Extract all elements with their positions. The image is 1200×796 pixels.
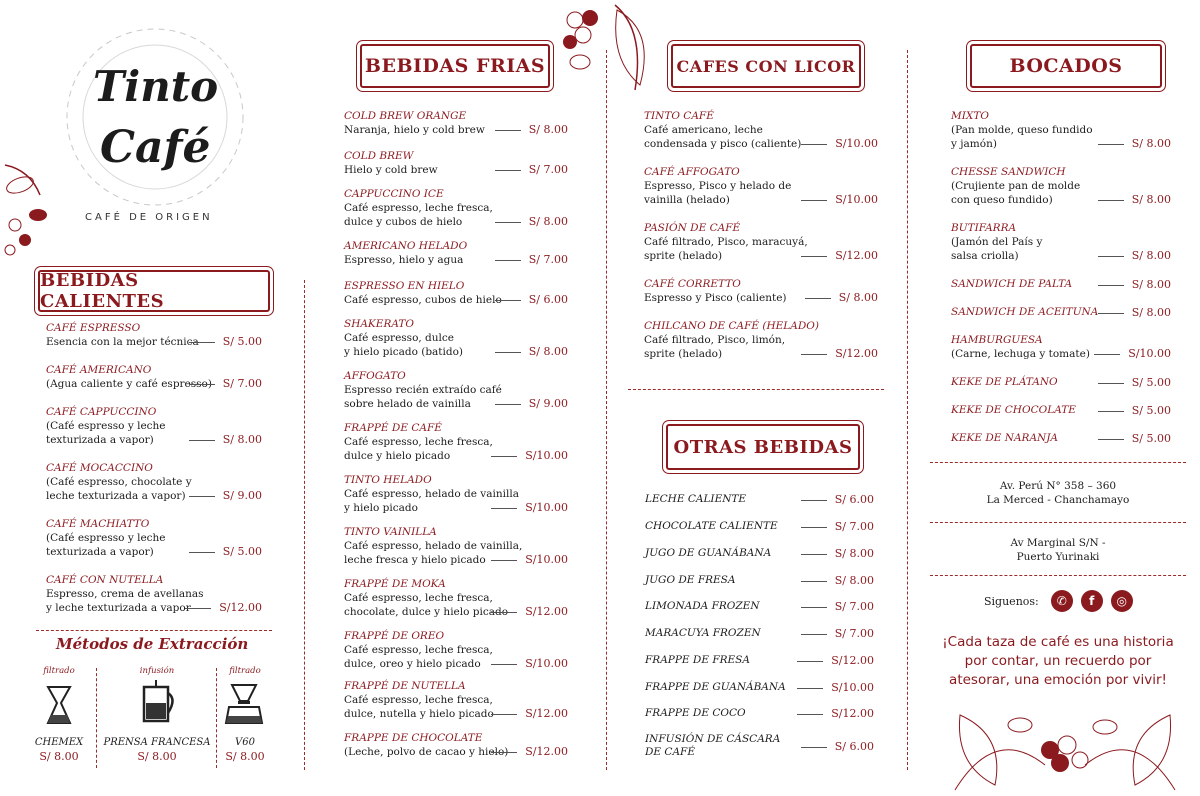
item-description: y jamón) (951, 138, 997, 150)
item-price: S/10.00 (1094, 347, 1171, 360)
logo-cafe: Café (100, 122, 211, 173)
item-description: (Agua caliente y café espresso) (46, 378, 212, 390)
metodo-tag: filtrado (229, 666, 261, 676)
menu-item (344, 110, 568, 137)
method-divider (216, 668, 217, 768)
item-name: CHESSE SANDWICH (951, 166, 1066, 178)
item-name: CAPPUCCINO ICE (344, 188, 444, 200)
slogan-line: ¡Cada taza de café es una historia (942, 634, 1174, 650)
item-price: S/ 5.00 (189, 335, 262, 348)
item-name: LIMONADA FROZEN (645, 600, 760, 612)
french-press-icon (98, 677, 216, 725)
item-name: FRAPPE DE FRESA (645, 654, 750, 666)
item-name: KEKE DE NARANJA (951, 432, 1059, 444)
item-name: COLD BREW ORANGE (344, 110, 467, 122)
menu-item (645, 654, 874, 667)
item-name: SANDWICH DE PALTA (951, 278, 1073, 290)
item-name: MARACUYA FROZEN (645, 627, 761, 639)
menu-item (344, 578, 568, 619)
menu-item (951, 376, 1171, 389)
banner-bebidas-frias (360, 44, 550, 88)
item-description: Café espresso, leche fresca, (344, 592, 493, 604)
item-price: S/ 8.00 (1098, 137, 1171, 150)
coffee-plant-icon (935, 705, 1195, 793)
logo-tinto: Tinto (93, 62, 219, 111)
item-price: S/12.00 (491, 745, 568, 758)
instagram-icon[interactable]: ◎ (1111, 590, 1133, 612)
metodo-item (218, 666, 272, 763)
item-name: HAMBURGUESA (951, 334, 1043, 346)
item-price: S/ 7.00 (801, 627, 874, 640)
menu-item (951, 404, 1171, 417)
banner-bocados (970, 44, 1162, 88)
social-row (984, 590, 1133, 612)
item-name: TINTO HELADO (344, 474, 432, 486)
item-name: CHOCOLATE CALIENTE (645, 520, 778, 532)
item-price: S/ 7.00 (801, 520, 874, 533)
item-description: dulce, nutella y hielo picado (344, 708, 494, 720)
item-description: texturizada a vapor) (46, 434, 154, 446)
column-divider (907, 50, 908, 770)
address-line: La Merced - Chanchamayo (986, 494, 1130, 506)
menu-item (344, 280, 568, 307)
item-price: S/ 8.00 (189, 433, 262, 446)
item-price: S/ 5.00 (1098, 432, 1171, 445)
item-name: AMERICANO HELADO (344, 240, 468, 252)
menu-item (644, 222, 878, 263)
section-divider (930, 462, 1186, 463)
item-name: COLD BREW (344, 150, 414, 162)
item-description: dulce y cubos de hielo (344, 216, 463, 228)
section-title: BEBIDAS CALIENTES (40, 270, 165, 312)
menu-item (645, 547, 874, 560)
item-price: S/ 6.00 (801, 493, 874, 506)
item-description: sprite (helado) (644, 348, 723, 360)
item-name: CAFÉ AMERICANO (46, 364, 152, 376)
item-description: Café espresso, cubos de hielo (344, 294, 502, 306)
banner-bebidas-calientes (38, 270, 270, 312)
item-price: S/ 9.00 (495, 397, 568, 410)
item-name: FRAPPE DE GUANÁBANA (645, 681, 786, 693)
item-name: CAFÉ CON NUTELLA (46, 574, 164, 586)
menu-item (951, 222, 1171, 263)
menu-item (951, 166, 1171, 207)
item-description: Café filtrado, Pisco, limón, (644, 334, 786, 346)
logo (55, 22, 255, 237)
menu-item (644, 110, 878, 151)
item-price: S/10.00 (491, 449, 568, 462)
item-price: S/ 6.00 (495, 293, 568, 306)
item-description: Esencia con la mejor técnica (46, 336, 199, 348)
item-price: S/ 7.00 (801, 600, 874, 613)
item-description: sprite (helado) (644, 250, 723, 262)
item-name: MIXTO (951, 110, 989, 122)
banner-otras-bebidas (666, 424, 860, 470)
menu-item (344, 732, 568, 759)
item-name: INFUSIÓN DE CÁSCARA (645, 733, 781, 745)
item-description: chocolate, dulce y hielo picado (344, 606, 509, 618)
section-title: CAFES CON LICOR (676, 56, 856, 76)
item-name: LECHE CALIENTE (645, 493, 747, 505)
item-name: BUTIFARRA (951, 222, 1017, 234)
social-label: Siguenos: (984, 594, 1039, 608)
address-la-merced (930, 479, 1186, 507)
item-description: Café filtrado, Pisco, maracuyá, (644, 236, 808, 248)
metodo-name: CHEMEX (34, 737, 84, 748)
coffee-cherries-icon (555, 0, 660, 95)
item-price: S/ 8.00 (1098, 278, 1171, 291)
item-price: S/ 8.00 (1098, 306, 1171, 319)
item-price: S/12.00 (801, 347, 878, 360)
address-line: Av Marginal S/N - (1010, 537, 1106, 549)
item-name: CAFÉ ESPRESSO (46, 322, 141, 334)
item-price: S/ 8.00 (495, 123, 568, 136)
item-name: ESPRESSO EN HIELO (344, 280, 465, 292)
menu-item (46, 322, 262, 349)
metodo-tag: filtrado (43, 666, 75, 676)
menu-item (951, 306, 1171, 319)
metodo-name: V60 (235, 737, 255, 748)
item-description: Café espresso, leche fresca, (344, 436, 493, 448)
item-price: S/ 7.00 (495, 253, 568, 266)
item-name: SHAKERATO (344, 318, 414, 330)
item-name: CAFÉ MACHIATTO (46, 518, 150, 530)
column-divider (606, 50, 607, 770)
section-divider (36, 630, 272, 631)
section-divider (930, 522, 1186, 523)
menu-item (344, 630, 568, 671)
item-name: FRAPPE DE COCO (645, 707, 746, 719)
item-name: FRAPPE DE CHOCOLATE (344, 732, 483, 744)
menu-item (344, 680, 568, 721)
item-price: S/12.00 (185, 601, 262, 614)
item-price: S/ 9.00 (189, 489, 262, 502)
item-name: TINTO CAFÉ (644, 110, 714, 122)
item-description: sobre helado de vainilla (344, 398, 471, 410)
address-line: Av. Perú N° 358 – 360 (999, 480, 1117, 492)
item-price: S/10.00 (491, 657, 568, 670)
item-description: Naranja, hielo y cold brew (344, 124, 485, 136)
menu-item (644, 320, 878, 361)
slogan (922, 633, 1194, 690)
menu-item (344, 370, 568, 411)
section-title: BOCADOS (1009, 55, 1123, 77)
item-price: S/10.00 (491, 501, 568, 514)
item-description: Café espresso, leche fresca, (344, 694, 493, 706)
item-description: Espresso, hielo y agua (344, 254, 464, 266)
item-price: S/ 8.00 (495, 345, 568, 358)
menu-item (344, 188, 568, 229)
item-name: FRAPPÉ DE MOKA (344, 578, 446, 590)
item-description: Espresso recién extraído café (344, 384, 502, 396)
item-description: Hielo y cold brew (344, 164, 438, 176)
item-name: CAFÉ CORRETTO (644, 278, 741, 290)
item-price: S/ 5.00 (189, 545, 262, 558)
item-name: FRAPPÉ DE NUTELLA (344, 680, 466, 692)
slogan-line: atesorar, una emoción por vivir! (949, 672, 1167, 688)
item-name: CHILCANO DE CAFÉ (HELADO) (644, 320, 819, 332)
logo-tagline: CAFÉ DE ORIGEN (85, 212, 213, 223)
item-description: (Leche, polvo de cacao y hielo) (344, 746, 509, 758)
item-description: (Jamón del País y (951, 236, 1043, 248)
item-name: KEKE DE PLÁTANO (951, 376, 1058, 388)
item-price: S/ 8.00 (1098, 249, 1171, 262)
whatsapp-icon[interactable]: ✆ (1051, 590, 1073, 612)
menu-item (46, 364, 262, 391)
item-name: TINTO VAINILLA (344, 526, 437, 538)
menu-item (645, 520, 874, 533)
item-price: S/ 7.00 (189, 377, 262, 390)
item-price: S/ 5.00 (1098, 404, 1171, 417)
banner-cafes-con-licor (671, 44, 861, 88)
item-description: Café espresso, helado de vainilla (344, 488, 519, 500)
menu-item (951, 278, 1171, 291)
item-price: S/ 8.00 (801, 547, 874, 560)
item-price: S/ 8.00 (801, 574, 874, 587)
item-description: y hielo picado (344, 502, 418, 514)
coffee-branch-icon (0, 155, 60, 265)
item-price: S/ 6.00 (801, 740, 874, 753)
metodo-item (98, 666, 216, 763)
item-description: Espresso, Pisco y helado de (644, 180, 792, 192)
item-price: S/ 8.00 (1098, 193, 1171, 206)
item-description: (Café espresso y leche (46, 532, 166, 544)
item-price: S/ 5.00 (1098, 376, 1171, 389)
item-price: S/ 8.00 (805, 291, 878, 304)
item-price: S/ 7.00 (495, 163, 568, 176)
menu-item (46, 574, 262, 615)
metodo-item (32, 666, 86, 763)
section-divider (930, 575, 1186, 576)
menu-item (951, 334, 1171, 361)
menu-item (344, 150, 568, 177)
item-description: leche texturizada a vapor) (46, 490, 186, 502)
item-price: S/12.00 (797, 654, 874, 667)
item-price: S/ 8.00 (495, 215, 568, 228)
menu-item (344, 318, 568, 359)
item-name: JUGO DE FRESA (645, 574, 736, 586)
item-name: FRAPPÉ DE CAFÉ (344, 422, 442, 434)
item-name: JUGO DE GUANÁBANA (645, 547, 772, 559)
menu-item (645, 681, 874, 694)
menu-item (644, 166, 878, 207)
item-description: (Café espresso y leche (46, 420, 166, 432)
item-price: S/12.00 (801, 249, 878, 262)
item-name: DE CAFÉ (645, 746, 695, 758)
metodo-price: S/ 8.00 (225, 750, 265, 763)
menu-item (46, 462, 262, 503)
item-name: CAFÉ CAPPUCCINO (46, 406, 157, 418)
chemex-icon (32, 677, 86, 725)
menu-item (344, 474, 568, 515)
item-price: S/12.00 (797, 707, 874, 720)
metodo-price: S/ 8.00 (39, 750, 79, 763)
menu-item (645, 627, 874, 640)
item-price: S/10.00 (801, 193, 878, 206)
item-description: (Carne, lechuga y tomate) (951, 348, 1090, 360)
item-price: S/10.00 (801, 137, 878, 150)
menu-item (46, 406, 262, 447)
v60-icon (218, 677, 272, 725)
item-description: Café espresso, leche fresca, (344, 202, 493, 214)
section-divider (628, 389, 884, 390)
item-name: PASIÓN DE CAFÉ (644, 222, 741, 234)
item-price: S/12.00 (491, 605, 568, 618)
menu-item (644, 278, 878, 305)
item-description: y leche texturizada a vapor (46, 602, 191, 614)
item-name: FRAPPÉ DE OREO (344, 630, 445, 642)
metodo-tag: infusión (139, 666, 175, 676)
item-description: Espresso y Pisco (caliente) (644, 292, 787, 304)
column-divider (304, 280, 305, 770)
item-price: S/12.00 (491, 707, 568, 720)
item-name: KEKE DE CHOCOLATE (951, 404, 1076, 416)
address-yurinaki (930, 536, 1186, 564)
item-description: (Café espresso, chocolate y (46, 476, 192, 488)
menu-item (645, 493, 874, 506)
metodo-price: S/ 8.00 (137, 750, 177, 763)
item-description: dulce, oreo y hielo picado (344, 658, 481, 670)
menu-item (645, 600, 874, 613)
menu-item (344, 240, 568, 267)
item-description: con queso fundido) (951, 194, 1053, 206)
menu-item (951, 432, 1171, 445)
item-description: (Crujiente pan de molde (951, 180, 1081, 192)
item-description: texturizada a vapor) (46, 546, 154, 558)
menu-item (344, 422, 568, 463)
item-description: Café espresso, helado de vainilla, (344, 540, 523, 552)
section-title: BEBIDAS FRIAS (364, 55, 546, 77)
section-title: OTRAS BEBIDAS (673, 436, 853, 458)
method-divider (96, 668, 97, 768)
item-name: AFFOGATO (344, 370, 406, 382)
facebook-icon[interactable]: f (1081, 590, 1103, 612)
item-description: condensada y pisco (caliente) (644, 138, 802, 150)
item-name: CAFÉ AFFOGATO (644, 166, 740, 178)
slogan-line: por contar, un recuerdo por (964, 653, 1152, 669)
metodos-title: Métodos de Extracción (56, 635, 249, 653)
metodo-name: PRENSA FRANCESA (103, 737, 211, 748)
item-description: dulce y hielo picado (344, 450, 451, 462)
menu-item (951, 110, 1171, 151)
item-description: (Pan molde, queso fundido (951, 124, 1093, 136)
menu-item (46, 518, 262, 559)
item-name: SANDWICH DE ACEITUNA (951, 306, 1099, 318)
item-description: leche fresca y hielo picado (344, 554, 486, 566)
item-description: y hielo picado (batido) (344, 346, 464, 358)
menu-item (645, 733, 874, 759)
item-price: S/10.00 (797, 681, 874, 694)
address-line: Puerto Yurinaki (1016, 551, 1100, 563)
item-description: salsa criolla) (951, 250, 1019, 262)
item-description: vainilla (helado) (644, 194, 730, 206)
item-price: S/10.00 (491, 553, 568, 566)
item-description: Café americano, leche (644, 124, 763, 136)
item-description: Café espresso, leche fresca, (344, 644, 493, 656)
menu-item (645, 707, 874, 720)
menu-item (344, 526, 568, 567)
item-description: Café espresso, dulce (344, 332, 454, 344)
menu-item (645, 574, 874, 587)
item-name: CAFÉ MOCACCINO (46, 462, 153, 474)
item-description: Espresso, crema de avellanas (46, 588, 204, 600)
